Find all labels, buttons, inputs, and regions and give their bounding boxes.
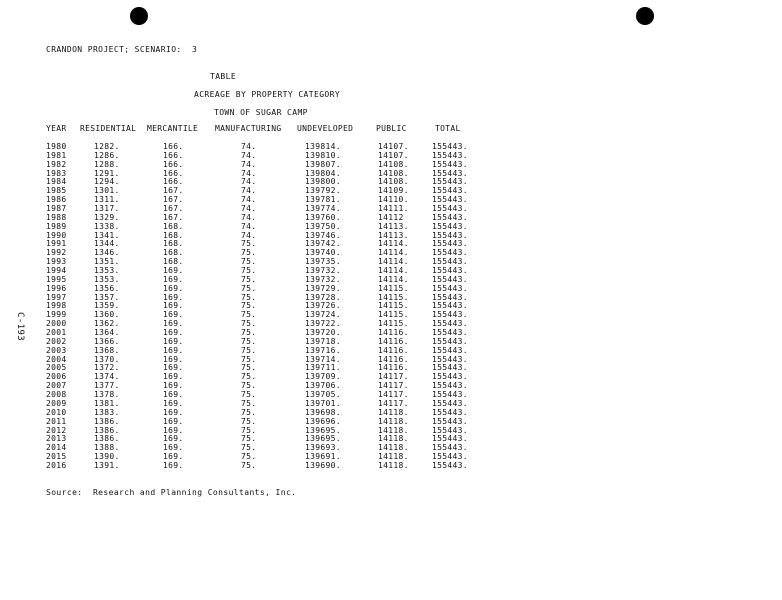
table-cell: 167.: [163, 204, 184, 214]
table-cell: 2003: [46, 345, 67, 355]
table-cell: 1381.: [94, 398, 120, 408]
table-cell: 75.: [241, 283, 257, 293]
table-cell: 166.: [163, 159, 184, 169]
table-cell: 14115.: [378, 310, 409, 320]
table-cell: 1341.: [94, 230, 120, 240]
table-cell: 155443.: [432, 195, 468, 205]
table-cell: 74.: [241, 177, 257, 187]
table-cell: 1353.: [94, 266, 120, 276]
table-cell: 168.: [163, 248, 184, 258]
table-cell: 1374.: [94, 372, 120, 382]
table-cell: 14117.: [378, 398, 409, 408]
table-cell: 1983: [46, 168, 67, 178]
table-cell: 14118.: [378, 425, 409, 435]
table-cell: 155443.: [432, 434, 468, 444]
table-cell: 14112: [378, 212, 404, 222]
table-cell: 169.: [163, 283, 184, 293]
table-cell: 1372.: [94, 363, 120, 373]
column-header-residential: RESIDENTIAL: [80, 124, 137, 133]
table-cell: 1386.: [94, 416, 120, 426]
table-cell: 169.: [163, 460, 184, 470]
column-header-undeveloped: UNDEVELOPED: [297, 124, 354, 133]
table-cell: 166.: [163, 142, 184, 151]
table-cell: 14118.: [378, 460, 409, 470]
table-cell: 155443.: [432, 398, 468, 408]
column-header-manufacturing: MANUFACTURING: [215, 124, 282, 133]
table-cell: 1993: [46, 257, 67, 267]
table-cell: 75.: [241, 336, 257, 346]
table-cell: 2000: [46, 319, 67, 329]
table-cell: 169.: [163, 292, 184, 302]
table-cell: 2006: [46, 372, 67, 382]
table-cell: 155443.: [432, 239, 468, 249]
table-cell: 139781.: [305, 195, 341, 205]
table-cell: 14113.: [378, 230, 409, 240]
table-cell: 2004: [46, 354, 67, 364]
table-cell: 14114.: [378, 266, 409, 276]
table-cell: 14114.: [378, 239, 409, 249]
table-cell: 169.: [163, 363, 184, 373]
table-cell: 1317.: [94, 204, 120, 214]
table-cell: 1988: [46, 212, 67, 222]
table-cell: 75.: [241, 354, 257, 364]
table-cell: 14108.: [378, 168, 409, 178]
table-cell: 2013: [46, 434, 67, 444]
table-cell: 139807.: [305, 159, 341, 169]
table-cell: 74.: [241, 204, 257, 214]
table-cell: 1987: [46, 204, 67, 214]
column-header-total: TOTAL: [435, 124, 461, 133]
table-cell: 14115.: [378, 319, 409, 329]
table-cell: 75.: [241, 301, 257, 311]
table-cell: 14118.: [378, 443, 409, 453]
table-cell: 155443.: [432, 283, 468, 293]
table-cell: 139735.: [305, 257, 341, 267]
table-cell: 155443.: [432, 221, 468, 231]
table-cell: 75.: [241, 248, 257, 258]
table-cell: 14114.: [378, 257, 409, 267]
table-cell: 14118.: [378, 452, 409, 462]
table-cell: 1286.: [94, 150, 120, 160]
table-cell: 155443.: [432, 381, 468, 391]
table-cell: 75.: [241, 416, 257, 426]
table-cell: 14108.: [378, 159, 409, 169]
table-cell: 1356.: [94, 283, 120, 293]
table-cell: 1338.: [94, 221, 120, 231]
table-cell: 139792.: [305, 186, 341, 196]
table-cell: 155443.: [432, 390, 468, 400]
table-cell: 1378.: [94, 390, 120, 400]
table-cell: 1391.: [94, 460, 120, 470]
table-cell: 75.: [241, 452, 257, 462]
table-cell: 1288.: [94, 159, 120, 169]
table-cell: 1390.: [94, 452, 120, 462]
table-cell: 139732.: [305, 274, 341, 284]
table-cell: 14110.: [378, 195, 409, 205]
table-cell: 1995: [46, 274, 67, 284]
table-cell: 75.: [241, 239, 257, 249]
table-cell: 14118.: [378, 434, 409, 444]
table-cell: 75.: [241, 319, 257, 329]
table-cell: 1366.: [94, 336, 120, 346]
table-cell: 75.: [241, 398, 257, 408]
table-cell: 155443.: [432, 345, 468, 355]
table-cell: 75.: [241, 292, 257, 302]
table-cell: 155443.: [432, 407, 468, 417]
table-cell: 139691.: [305, 452, 341, 462]
table-cell: 1989: [46, 221, 67, 231]
table-cell: 75.: [241, 363, 257, 373]
table-cell: 14115.: [378, 301, 409, 311]
table-cell: 1294.: [94, 177, 120, 187]
table-cell: 1282.: [94, 142, 120, 151]
table-cell: 14109.: [378, 186, 409, 196]
table-cell: 14118.: [378, 416, 409, 426]
table-cell: 75.: [241, 425, 257, 435]
table-cell: 75.: [241, 274, 257, 284]
table-cell: 1329.: [94, 212, 120, 222]
table-cell: 139705.: [305, 390, 341, 400]
table-cell: 2002: [46, 336, 67, 346]
table-cell: 169.: [163, 372, 184, 382]
table-cell: 2014: [46, 443, 67, 453]
table-cell: 1386.: [94, 425, 120, 435]
table-cell: 139742.: [305, 239, 341, 249]
column-header-year: YEAR: [46, 124, 67, 133]
table-cell: 139714.: [305, 354, 341, 364]
table-cell: 169.: [163, 354, 184, 364]
table-cell: 168.: [163, 230, 184, 240]
table-cell: 139701.: [305, 398, 341, 408]
table-label: TABLE: [210, 72, 237, 81]
table-cell: 155443.: [432, 266, 468, 276]
table-cell: 14108.: [378, 177, 409, 187]
table-cell: 1996: [46, 283, 67, 293]
table-cell: 1357.: [94, 292, 120, 302]
table-cell: 1346.: [94, 248, 120, 258]
table-cell: 169.: [163, 310, 184, 320]
acreage-table: [46, 124, 482, 471]
punch-hole-right: [636, 7, 654, 25]
table-cell: 1370.: [94, 354, 120, 364]
table-cell: 155443.: [432, 460, 468, 470]
table-cell: 1981: [46, 150, 67, 160]
table-cell: 139746.: [305, 230, 341, 240]
table-cell: 74.: [241, 212, 257, 222]
table-cell: 139693.: [305, 443, 341, 453]
table-cell: 1999: [46, 310, 67, 320]
table-cell: 1301.: [94, 186, 120, 196]
table-cell: 139718.: [305, 336, 341, 346]
table-cell: 169.: [163, 407, 184, 417]
table-cell: 1388.: [94, 443, 120, 453]
table-cell: 155443.: [432, 230, 468, 240]
table-cell: 139750.: [305, 221, 341, 231]
table-cell: 169.: [163, 319, 184, 329]
table-cell: 14111.: [378, 204, 409, 214]
table-cell: 167.: [163, 186, 184, 196]
table-cell: 1986: [46, 195, 67, 205]
table-cell: 169.: [163, 274, 184, 284]
table-cell: 2001: [46, 328, 67, 338]
table-cell: 75.: [241, 381, 257, 391]
table-cell: 169.: [163, 328, 184, 338]
table-cell: 169.: [163, 443, 184, 453]
table-cell: 139690.: [305, 460, 341, 470]
table-cell: 1982: [46, 159, 67, 169]
table-cell: 14115.: [378, 283, 409, 293]
table-cell: 169.: [163, 336, 184, 346]
table-cell: 155443.: [432, 204, 468, 214]
table-cell: 1359.: [94, 301, 120, 311]
table-cell: 155443.: [432, 257, 468, 267]
table-cell: 139724.: [305, 310, 341, 320]
table-cell: 169.: [163, 398, 184, 408]
table-cell: 139810.: [305, 150, 341, 160]
table-cell: 14116.: [378, 345, 409, 355]
table-cell: 155443.: [432, 168, 468, 178]
table-cell: 1291.: [94, 168, 120, 178]
table-cell: 75.: [241, 257, 257, 267]
table-header-row: [46, 124, 482, 135]
table-cell: 75.: [241, 328, 257, 338]
table-cell: 75.: [241, 266, 257, 276]
table-cell: 169.: [163, 390, 184, 400]
table-cell: 155443.: [432, 274, 468, 284]
table-cell: 155443.: [432, 443, 468, 453]
table-cell: 14114.: [378, 274, 409, 284]
column-header-mercantile: MERCANTILE: [147, 124, 199, 133]
table-cell: 1998: [46, 301, 67, 311]
table-cell: 139698.: [305, 407, 341, 417]
table-cell: 155443.: [432, 310, 468, 320]
table-cell: 166.: [163, 150, 184, 160]
table-cell: 155443.: [432, 142, 468, 151]
table-cell: 14116.: [378, 354, 409, 364]
table-cell: 169.: [163, 381, 184, 391]
column-header-public: PUBLIC: [376, 124, 407, 133]
table-cell: 139696.: [305, 416, 341, 426]
table-cell: 169.: [163, 452, 184, 462]
table-cell: 74.: [241, 230, 257, 240]
table-cell: 139732.: [305, 266, 341, 276]
table-cell: 139800.: [305, 177, 341, 187]
table-cell: 74.: [241, 221, 257, 231]
table-cell: 74.: [241, 168, 257, 178]
table-cell: 155443.: [432, 328, 468, 338]
table-cell: 74.: [241, 142, 257, 151]
table-cell: 75.: [241, 310, 257, 320]
table-row: [46, 135, 482, 152]
table-cell: 139814.: [305, 142, 341, 151]
table-cell: 14107.: [378, 150, 409, 160]
table-cell: 139729.: [305, 283, 341, 293]
table-cell: 75.: [241, 372, 257, 382]
table-cell: 1997: [46, 292, 67, 302]
table-cell: 168.: [163, 239, 184, 249]
table-cell: 2010: [46, 407, 67, 417]
table-cell: 14114.: [378, 248, 409, 258]
table-cell: 1353.: [94, 274, 120, 284]
table-cell: 139695.: [305, 425, 341, 435]
table-body: [46, 135, 482, 471]
table-cell: 139706.: [305, 381, 341, 391]
page-number-label: C-193: [15, 312, 25, 342]
table-cell: 139726.: [305, 301, 341, 311]
table-cell: 169.: [163, 266, 184, 276]
table-cell: 167.: [163, 212, 184, 222]
table-cell: 1985: [46, 186, 67, 196]
table-cell: 139695.: [305, 434, 341, 444]
table-cell: 14116.: [378, 363, 409, 373]
table-cell: 155443.: [432, 177, 468, 187]
table-cell: 155443.: [432, 301, 468, 311]
table-cell: 1344.: [94, 239, 120, 249]
table-cell: 155443.: [432, 354, 468, 364]
table-cell: 2016: [46, 460, 67, 470]
table-cell: 166.: [163, 168, 184, 178]
table-cell: 14116.: [378, 328, 409, 338]
table-cell: 1368.: [94, 345, 120, 355]
table-cell: 169.: [163, 425, 184, 435]
table-cell: 2011: [46, 416, 67, 426]
table-cell: 169.: [163, 416, 184, 426]
table-cell: 168.: [163, 221, 184, 231]
table-cell: 1362.: [94, 319, 120, 329]
source-note: Source: Research and Planning Consultants, Inc.: [46, 488, 297, 497]
table-cell: 155443.: [432, 416, 468, 426]
table-cell: 2009: [46, 398, 67, 408]
table-cell: 1990: [46, 230, 67, 240]
table-cell: 14115.: [378, 292, 409, 302]
table-cell: 75.: [241, 460, 257, 470]
project-heading: CRANDON PROJECT; SCENARIO: 3: [46, 45, 198, 54]
table-cell: 75.: [241, 407, 257, 417]
table-cell: 1984: [46, 177, 67, 187]
table-cell: 169.: [163, 301, 184, 311]
table-cell: 14117.: [378, 372, 409, 382]
table-cell: 139760.: [305, 212, 341, 222]
table-cell: 139711.: [305, 363, 341, 373]
table-subtitle: TOWN OF SUGAR CAMP: [214, 108, 308, 117]
table-cell: 169.: [163, 434, 184, 444]
table-cell: 1360.: [94, 310, 120, 320]
table-cell: 1351.: [94, 257, 120, 267]
table-cell: 1386.: [94, 434, 120, 444]
table-cell: 2005: [46, 363, 67, 373]
table-cell: 74.: [241, 195, 257, 205]
table-cell: 1311.: [94, 195, 120, 205]
table-cell: 167.: [163, 195, 184, 205]
table-cell: 1377.: [94, 381, 120, 391]
table-cell: 1992: [46, 248, 67, 258]
table-cell: 166.: [163, 177, 184, 187]
table-cell: 75.: [241, 443, 257, 453]
table-cell: 139722.: [305, 319, 341, 329]
table-cell: 74.: [241, 186, 257, 196]
table-cell: 14118.: [378, 407, 409, 417]
table-cell: 169.: [163, 345, 184, 355]
table-title: ACREAGE BY PROPERTY CATEGORY: [194, 90, 341, 99]
table-cell: 2008: [46, 390, 67, 400]
table-cell: 139720.: [305, 328, 341, 338]
table-cell: 75.: [241, 345, 257, 355]
table-cell: 1383.: [94, 407, 120, 417]
table-cell: 155443.: [432, 150, 468, 160]
table-cell: 14107.: [378, 142, 409, 151]
table-cell: 139709.: [305, 372, 341, 382]
table-cell: 139728.: [305, 292, 341, 302]
table-cell: 14116.: [378, 336, 409, 346]
table-cell: 155443.: [432, 452, 468, 462]
punch-hole-left: [130, 7, 148, 25]
table-cell: 139716.: [305, 345, 341, 355]
table-cell: 155443.: [432, 292, 468, 302]
table-cell: 2012: [46, 425, 67, 435]
table-cell: 14113.: [378, 221, 409, 231]
table-cell: 139804.: [305, 168, 341, 178]
table-cell: 155443.: [432, 212, 468, 222]
table-cell: 14117.: [378, 381, 409, 391]
table-cell: 139740.: [305, 248, 341, 258]
table-row: [46, 462, 482, 471]
table-cell: 155443.: [432, 372, 468, 382]
table-cell: 155443.: [432, 159, 468, 169]
table-cell: 155443.: [432, 425, 468, 435]
table-cell: 75.: [241, 434, 257, 444]
table-cell: 1994: [46, 266, 67, 276]
table-cell: 155443.: [432, 248, 468, 258]
table-cell: 75.: [241, 390, 257, 400]
table-cell: 155443.: [432, 336, 468, 346]
table-cell: 155443.: [432, 363, 468, 373]
table-cell: 155443.: [432, 186, 468, 196]
table-cell: 168.: [163, 257, 184, 267]
table-cell: 14117.: [378, 390, 409, 400]
table-cell: 74.: [241, 159, 257, 169]
table-cell: 1991: [46, 239, 67, 249]
table-cell: 2007: [46, 381, 67, 391]
table-cell: 1364.: [94, 328, 120, 338]
table-cell: 2015: [46, 452, 67, 462]
table-cell: 139774.: [305, 204, 341, 214]
table-cell: 155443.: [432, 319, 468, 329]
table-cell: 74.: [241, 150, 257, 160]
table-cell: 1980: [46, 142, 67, 151]
